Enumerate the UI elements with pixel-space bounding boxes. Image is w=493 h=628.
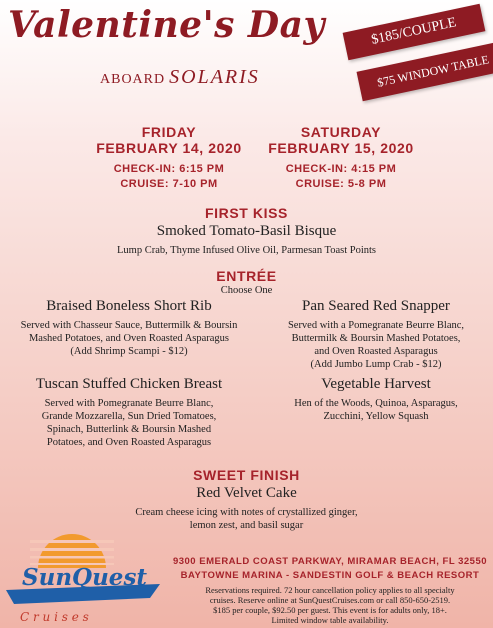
desc-line: (Add Shrimp Scampi - $12) bbox=[70, 346, 188, 357]
fine-print bbox=[168, 585, 492, 625]
dish-name: Pan Seared Red Snapper bbox=[302, 298, 450, 314]
desc-line: Grande Mozzarella, Sun Dried Tomatoes, bbox=[41, 411, 217, 422]
vessel-name: SOLARIS bbox=[169, 66, 260, 88]
dish-name: Red Velvet Cake bbox=[196, 485, 297, 501]
day-label: SATURDAY bbox=[300, 124, 382, 140]
checkin-time: CHECK-IN: 6:15 PM bbox=[113, 163, 225, 175]
desc-line: Served with a Pomegranate Beurre Blanc, bbox=[287, 320, 465, 331]
desc-line: Served with Chasseur Sauce, Buttermilk & Boursin bbox=[20, 320, 238, 331]
dish-name: Braised Boneless Short Rib bbox=[46, 298, 212, 314]
desc-line: Hen of the Woods, Quinoa, Asparagus, bbox=[294, 398, 458, 409]
date-block-saturday bbox=[256, 124, 426, 192]
desc-line: Mashed Potatoes, and Oven Roasted Asparagus bbox=[28, 333, 230, 344]
fine-line: Reservations required. 72 hour cancellation policy applies to all specialty bbox=[205, 585, 455, 595]
aboard-line bbox=[100, 66, 260, 89]
entree-item bbox=[2, 376, 256, 449]
entree-heading bbox=[0, 268, 493, 297]
desc-line: Buttermilk & Boursin Mashed Potatoes, bbox=[291, 333, 461, 344]
dish-name: Vegetable Harvest bbox=[321, 376, 431, 392]
desc-line: Served with Pomegranate Beurre Blanc, bbox=[44, 398, 214, 409]
sunquest-logo bbox=[0, 528, 168, 628]
desc-line: Spinach, Butterlink & Boursin Mashed bbox=[46, 424, 212, 435]
desc-line: Cream cheese icing with notes of crystallized ginger, bbox=[135, 507, 358, 518]
logo-name: SunQuest bbox=[22, 564, 148, 591]
entree-item bbox=[2, 298, 256, 358]
date-label: FEBRUARY 14, 2020 bbox=[96, 140, 242, 156]
event-title: Valentine's Day bbox=[8, 4, 325, 46]
dish-desc bbox=[260, 319, 492, 371]
date-label: FEBRUARY 15, 2020 bbox=[268, 140, 414, 156]
address: 9300 EMERALD COAST PARKWAY, MIRAMAR BEACH, FL 32550 bbox=[172, 556, 488, 567]
cruise-time: CRUISE: 7-10 PM bbox=[120, 178, 218, 190]
dish-desc bbox=[2, 397, 256, 449]
entree-item bbox=[260, 298, 492, 371]
aboard-label: ABOARD bbox=[100, 72, 166, 87]
fine-line: $185 per couple, $92.50 per guest. This event is for adults only, 18+. bbox=[213, 605, 447, 615]
date-block-friday bbox=[84, 124, 254, 192]
desc-line: (Add Jumbo Lump Crab - $12) bbox=[310, 359, 442, 370]
dish-name: Smoked Tomato-Basil Bisque bbox=[156, 223, 337, 239]
section-heading: ENTRÉE bbox=[216, 268, 277, 284]
entree-item bbox=[260, 376, 492, 423]
cruise-time: CRUISE: 5-8 PM bbox=[295, 178, 387, 190]
day-label: FRIDAY bbox=[141, 124, 197, 140]
dish-name: Tuscan Stuffed Chicken Breast bbox=[35, 376, 223, 392]
footer-info bbox=[168, 555, 492, 625]
dish-desc bbox=[2, 319, 256, 358]
dish-desc: Lump Crab, Thyme Infused Olive Oil, Parmesan Toast Points bbox=[116, 245, 376, 256]
desc-line: lemon zest, and basil sugar bbox=[189, 520, 304, 531]
dish-desc bbox=[260, 397, 492, 423]
checkin-time: CHECK-IN: 4:15 PM bbox=[285, 163, 397, 175]
first-kiss-section bbox=[0, 205, 493, 257]
desc-line: Potatoes, and Oven Roasted Asparagus bbox=[46, 437, 212, 448]
section-heading: SWEET FINISH bbox=[193, 467, 300, 483]
fine-line: Limited window table availability. bbox=[271, 615, 389, 625]
sweet-finish-section bbox=[0, 467, 493, 532]
section-heading: FIRST KISS bbox=[204, 205, 288, 221]
desc-line: Zucchini, Yellow Squash bbox=[323, 411, 429, 422]
desc-line: and Oven Roasted Asparagus bbox=[314, 346, 438, 357]
price-couple-ribbon: $185/COUPLE bbox=[343, 4, 486, 60]
logo-subtitle: C r u i s e s bbox=[20, 610, 89, 624]
fine-line: cruises. Reserve online at SunQuestCruises.com or call 850-650-2519. bbox=[209, 595, 451, 605]
marina: BAYTOWNE MARINA - SANDESTIN GOLF & BEACH RESORT bbox=[180, 570, 480, 581]
price-window-ribbon: $75 WINDOW TABLE bbox=[357, 41, 493, 102]
section-subheading: Choose One bbox=[220, 285, 273, 296]
